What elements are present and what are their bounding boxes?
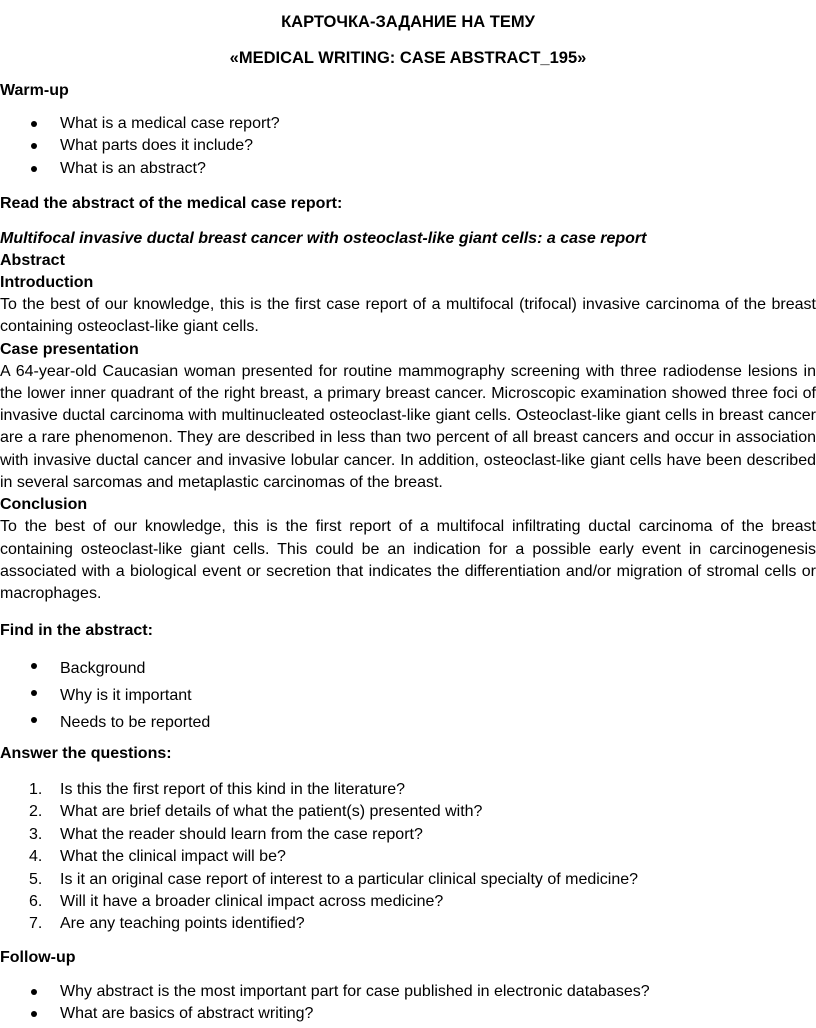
followup-list xyxy=(0,981,816,1026)
list-item: What is a medical case report? xyxy=(0,113,816,135)
item-text: What the clinical impact will be? xyxy=(60,848,286,866)
list-item: Background xyxy=(0,655,816,682)
list-item xyxy=(0,779,816,801)
list-item xyxy=(0,891,816,913)
abstract-label: Abstract xyxy=(0,252,65,269)
case-text: A 64-year-old Caucasian woman presented for routine mammography screening with three radiodense lesions in the lower inner quadrant of the right breast, a primary breast cancer. Microscopic examination showed three foci of invasive ductal carcinoma with multinucleated osteoclast-like giant cells. Osteoclast-like giant cells in breast cancer are a rare phenomenon. They are described in less than two percent of all breast cancers and occur in association with invasive ductal cancer and invasive lobular cancer. In addition, osteoclast-like giant cells have been described in several sarcomas and metaplastic carcinomas of the breast. xyxy=(0,362,816,492)
article-abstract xyxy=(0,228,816,606)
find-list xyxy=(0,655,816,736)
list-item: Why abstract is the most important part for case published in electronic databases? xyxy=(0,981,816,1003)
article-title: Multifocal invasive ductal breast cancer with osteoclast-like giant cells: a case report xyxy=(0,230,647,247)
answer-heading: Answer the questions: xyxy=(0,745,172,762)
item-number: 7. xyxy=(29,915,43,933)
intro-text: To the best of our knowledge, this is the first case report of a multifocal (trifocal) invasive carcinoma of the breast containing osteoclast-like giant cells. xyxy=(0,296,816,336)
list-item: Why is it important xyxy=(0,682,816,709)
item-number: 4. xyxy=(29,848,43,866)
item-text: Are any teaching points identified? xyxy=(60,915,305,933)
list-item xyxy=(0,801,816,823)
item-number: 3. xyxy=(29,825,43,843)
list-item xyxy=(0,913,816,935)
list-item: What are basics of abstract writing? xyxy=(0,1003,816,1025)
list-item xyxy=(0,824,816,846)
followup-section xyxy=(0,947,816,969)
followup-heading: Follow-up xyxy=(0,949,76,966)
warmup-list xyxy=(0,113,816,180)
find-section xyxy=(0,620,816,642)
list-item: What parts does it include? xyxy=(0,135,816,157)
conclusion-text: To the best of our knowledge, this is the first report of a multifocal infiltrating ductal carcinoma of the breast containing osteoclast-like giant cells. This could be an indication for a possible early event in carcinogenesis associated with a biological event or secretion that indicates the differentiation and/or migration of stromal cells or macrophages. xyxy=(0,518,816,603)
item-text: Is this the first report of this kind in the literature? xyxy=(60,781,406,798)
list-item: Needs to be reported xyxy=(0,709,816,736)
answer-section xyxy=(0,743,816,765)
page-subtitle: «MEDICAL WRITING: CASE ABSTRACT_195» xyxy=(229,49,587,67)
read-section xyxy=(0,193,816,215)
list-item: What is an abstract? xyxy=(0,158,816,180)
read-heading: Read the abstract of the medical case report: xyxy=(0,195,343,212)
warmup-heading: Warm-up xyxy=(0,82,69,99)
warmup-section xyxy=(0,80,816,102)
item-text: Is it an original case report of interest to a particular clinical specialty of medicine? xyxy=(60,870,639,888)
list-item xyxy=(0,846,816,868)
case-heading: Case presentation xyxy=(0,340,139,358)
item-text: What are brief details of what the patient(s) presented with? xyxy=(60,803,483,821)
item-number: 1. xyxy=(29,781,43,798)
item-number: 6. xyxy=(29,893,43,911)
conclusion-heading: Conclusion xyxy=(0,496,88,514)
list-item xyxy=(0,869,816,891)
answer-list xyxy=(0,779,816,936)
item-number: 5. xyxy=(29,870,43,888)
find-heading: Find in the abstract: xyxy=(0,622,153,639)
item-text: Will it have a broader clinical impact across medicine? xyxy=(60,893,444,911)
page-title: КАРТОЧКА-ЗАДАНИЕ НА ТЕМУ xyxy=(281,13,535,31)
item-text: What the reader should learn from the case report? xyxy=(60,825,423,843)
item-number: 2. xyxy=(29,803,43,821)
intro-heading: Introduction xyxy=(0,274,94,291)
